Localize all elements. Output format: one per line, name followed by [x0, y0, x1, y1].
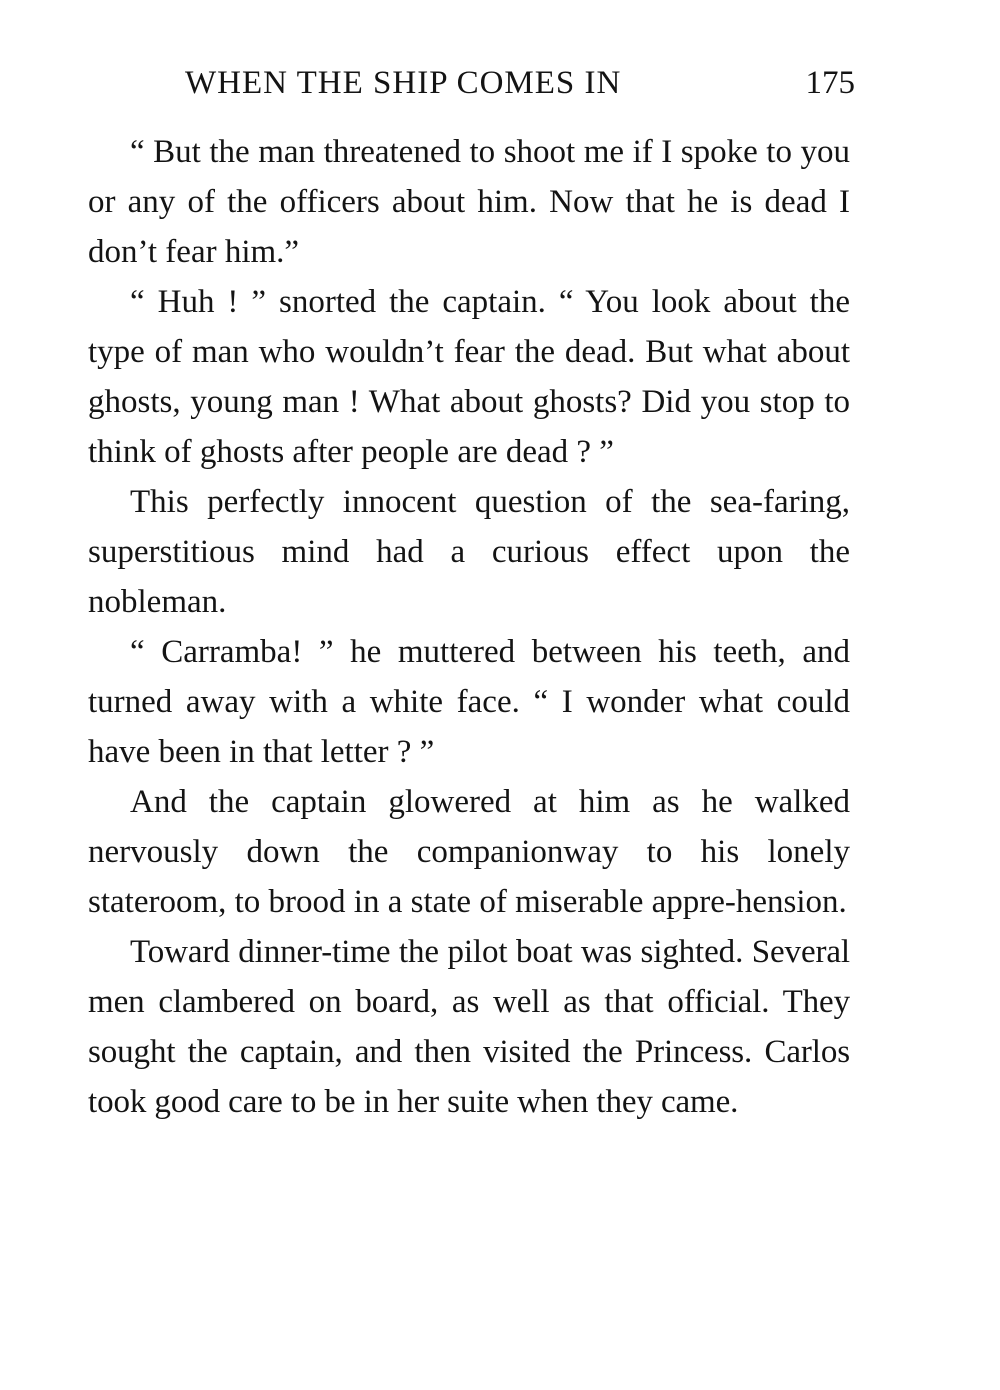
paragraph-4: “ Carramba! ” he muttered between his teeth, and turned away with a white face. “ I wonder what could have been in that letter ? ”: [88, 634, 850, 770]
page-number: 175: [805, 65, 855, 101]
paragraph-6: Toward dinner-time the pilot boat was sighted. Several men clambered on board, as well as that official. They sought the captain, and then visited the Princess. Carlos took good care to be in her suite when they came.: [88, 934, 850, 1120]
running-header: [185, 58, 855, 108]
paragraph-3: This perfectly innocent question of the sea-faring, superstitious mind had a curious effect upon the nobleman.: [88, 484, 850, 620]
paragraph-2: “ Huh ! ” snorted the captain. “ You look about the type of man who wouldn’t fear the dead. But what about ghosts, young man ! What about ghosts? Did you stop to think of ghosts after people are dead ? ”: [88, 284, 850, 470]
body-text: [88, 127, 850, 1127]
paragraph-5: And the captain glowered at him as he walked nervously down the companionway to his lonely stateroom, to brood in a state of miserable appre-hension.: [88, 784, 850, 920]
running-title: WHEN THE SHIP COMES IN: [185, 65, 622, 101]
paragraph-1: “ But the man threatened to shoot me if I spoke to you or any of the officers about him. Now that he is dead I don’t fear him.”: [88, 134, 850, 270]
